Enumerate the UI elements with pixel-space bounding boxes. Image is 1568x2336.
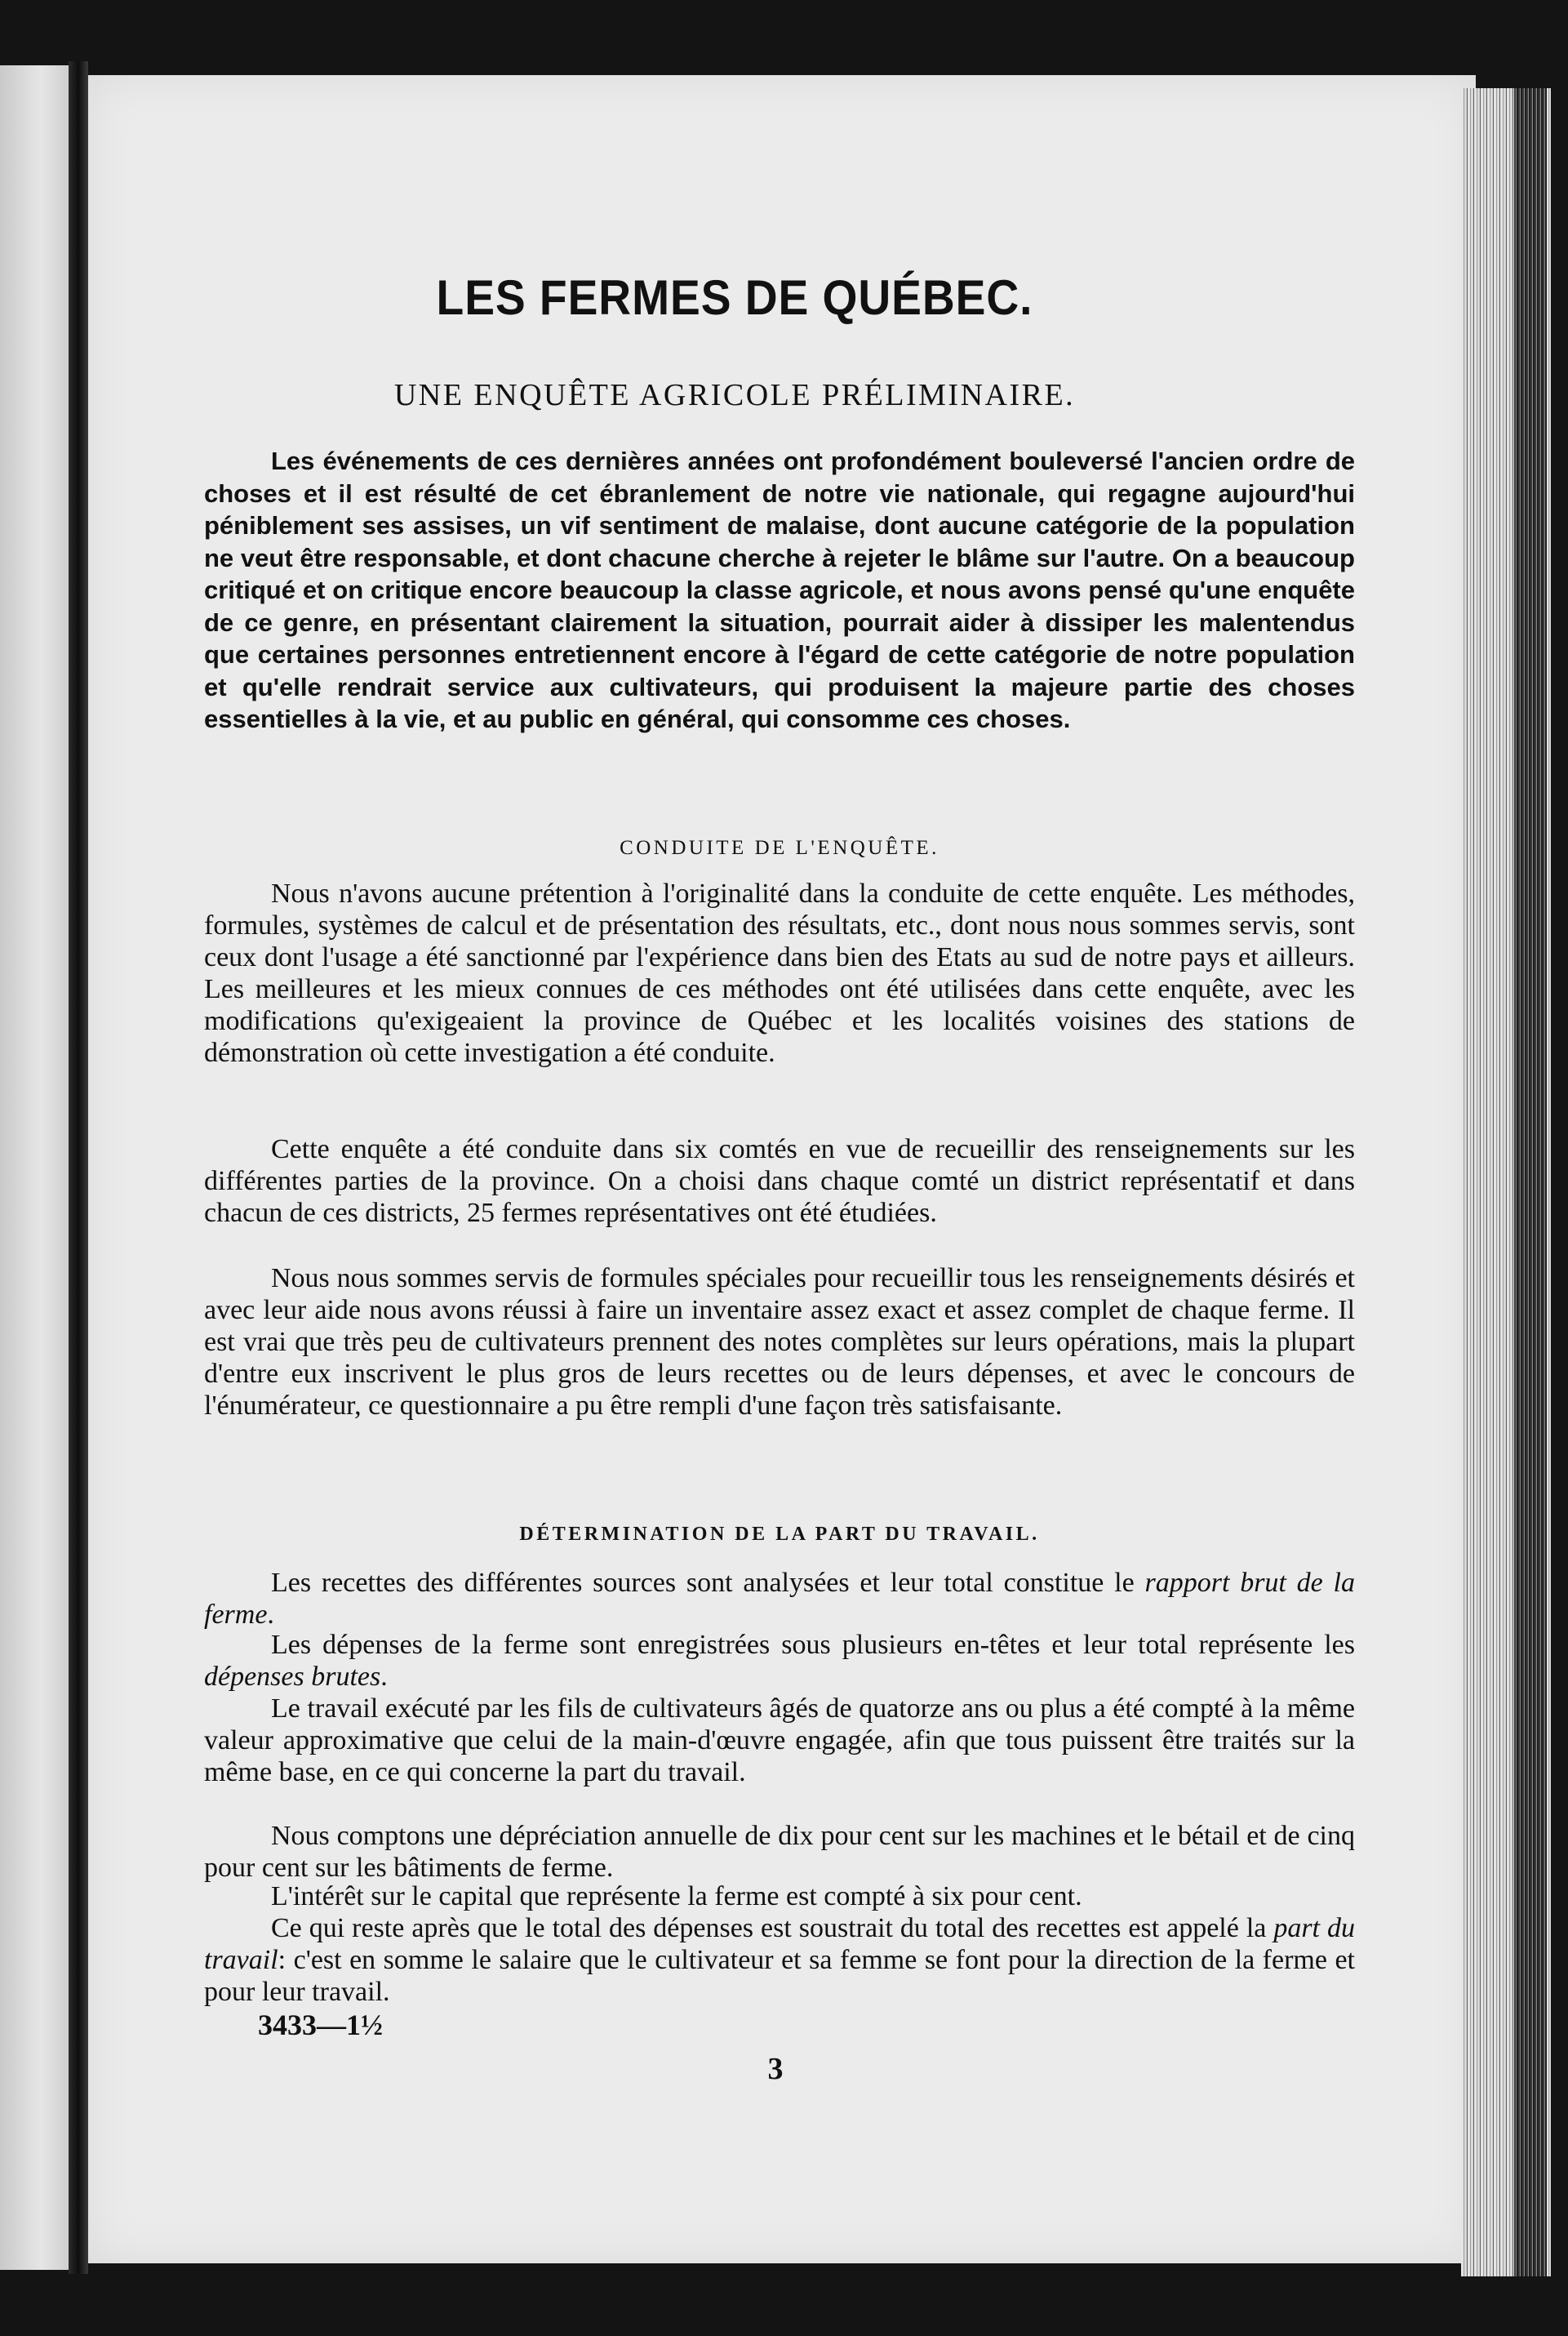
section-2-paragraph — [204, 1567, 1355, 1631]
section-1-paragraph: Cette enquête a été conduite dans six comtés en vue de recueillir des renseignements sur les différentes parties de la province. On a choisi dans chaque comté un district représentatif et dans chacun de ces districts, 25 fermes représentatives ont été étudiées. — [204, 1134, 1355, 1228]
text-run: . — [267, 1600, 274, 1630]
emphasis-term: part du travail — [204, 1913, 1355, 1975]
emphasis-term: rapport brut de la ferme — [204, 1568, 1355, 1630]
section-2-paragraph: L'intérêt sur le capital que représente la ferme est compté à six pour cent. — [271, 1881, 1082, 1911]
page-stack-shadow — [1514, 88, 1547, 2276]
facing-page-edge — [0, 65, 69, 2270]
section-heading-determination: DÉTERMINATION DE LA PART DU TRAVAIL. — [519, 1524, 1040, 1545]
section-heading-conduite: CONDUITE DE L'ENQUÊTE. — [620, 837, 939, 859]
text-run: Ce qui reste après que le total des dépenses est soustrait du total des recettes est appelé la — [271, 1913, 1274, 1943]
section-1-paragraph: Nous n'avons aucune prétention à l'originalité dans la conduite de cette enquête. Les méthodes, formules, systèmes de calcul et de présentation des résultats, etc., dont nous nous sommes servis, sont ceux dont l'usage a été sanctionné par l'expérience dans bien des Etats au sud de notre pays et ailleurs. Les meilleures et les mieux connues de ces méthodes ont été utilisées dans cette enquête, avec les modifications qu'exigeaient la province de Québec et les localités voisines des stations de démonstration où cette investigation a été conduite. — [204, 879, 1355, 1068]
text-run: . — [380, 1662, 388, 1692]
intro-paragraph: Les événements de ces dernières années ont profondément bouleversé l'ancien ordre de choses et il est résulté de cet ébranlement de notre vie nationale, qui regagne aujourd'hui péniblement ses assises, un vif sentiment de malaise, dont aucune catégorie de la population ne veut être responsable, et dont chacune cherche à rejeter le blâme sur l'autre. On a beaucoup critiqué et on critique encore beaucoup la classe agricole, et nous avons pensé qu'une enquête de ce genre, en présentant clairement la situation, pourrait aider à dissiper les malentendus que certaines personnes entretiennent encore à l'égard de cette catégorie de notre population et qu'elle rendrait service aux cultivateurs, qui produisent la majeure partie des choses essentielles à la vie, et au public en général, qui consomme ces choses. — [204, 447, 1355, 733]
text-run: Les recettes des différentes sources sont analysées et leur total constitue le — [271, 1568, 1145, 1598]
book-binding — [69, 61, 88, 2274]
page-number: 3 — [767, 2052, 784, 2086]
section-1-paragraph: Nous nous sommes servis de formules spéciales pour recueillir tous les renseignements désirés et avec leur aide nous avons réussi à faire un inventaire assez exact et assez complet de chaque ferme. Il est vrai que très peu de cultivateurs prennent des notes complètes sur leurs opérations, mais la plupart d'entre eux inscrivent le plus gros de leurs recettes ou de leurs dépenses, et avec le concours de l'énumérateur, ce questionnaire a pu être rempli d'une façon très satisfaisante. — [204, 1263, 1355, 1421]
section-2-paragraph: Le travail exécuté par les fils de cultivateurs âgés de quatorze ans ou plus a été compté à la même valeur approximative que celui de la main-d'œuvre engagée, afin que tous puissent être traités sur la même base, en ce qui concerne la part du travail. — [204, 1693, 1355, 1787]
section-2-paragraph — [204, 1912, 1355, 2008]
section-2-paragraph — [204, 1629, 1355, 1693]
page-title: LES FERMES DE QUÉBEC. — [436, 270, 1033, 325]
text-run: : c'est en somme le salaire que le cultivateur et sa femme se font pour la direction de la ferme et pour leur travail. — [204, 1945, 1355, 2007]
page-subtitle: UNE ENQUÊTE AGRICOLE PRÉLIMINAIRE. — [393, 378, 1076, 412]
text-run: Les dépenses de la ferme sont enregistrées sous plusieurs en-têtes et leur total représente les — [271, 1630, 1355, 1660]
section-2-paragraph: Nous comptons une dépréciation annuelle de dix pour cent sur les machines et le bétail et de cinq pour cent sur les bâtiments de ferme. — [204, 1821, 1355, 1883]
emphasis-term: dépenses brutes — [204, 1662, 381, 1692]
printer-signature-mark: 3433—1½ — [258, 2009, 383, 2041]
